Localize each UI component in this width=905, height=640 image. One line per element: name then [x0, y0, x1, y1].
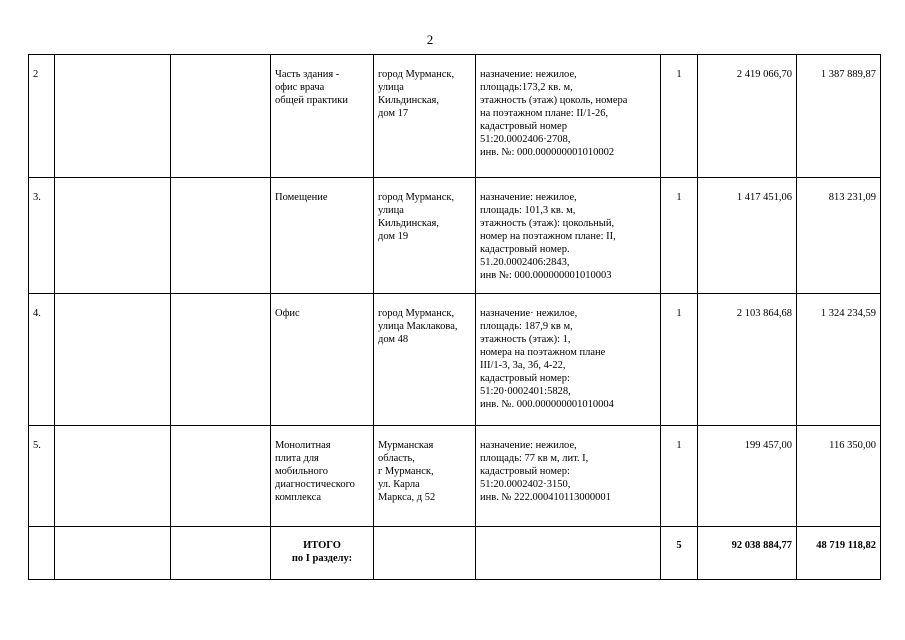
description-line: инв №: 000.000000001010003 — [480, 270, 612, 281]
description-cell — [476, 55, 661, 178]
row-number: 5. — [29, 426, 55, 527]
description-cell — [476, 294, 661, 426]
total-qty: 5 — [661, 527, 698, 580]
description-line: этажность (этаж): цокольный, — [480, 218, 615, 229]
address-line: дом 48 — [378, 334, 409, 345]
description-line: кадастровый номер — [480, 121, 567, 132]
address-line: дом 19 — [378, 231, 409, 242]
address-cell — [374, 55, 476, 178]
address-line: улица — [378, 82, 404, 93]
row-number: 3. — [29, 178, 55, 294]
description-line: этажность (этаж): 1, — [480, 334, 571, 345]
empty-cell — [55, 178, 171, 294]
description-line: 51.20.0002406:2843, — [480, 257, 570, 268]
description-line: площадь: 187,9 кв м, — [480, 321, 573, 332]
address-line: город Мурманск, — [378, 192, 455, 203]
object-name-cell — [271, 178, 374, 294]
description-line: назначение: нежилое, — [480, 440, 577, 451]
address-line: Маркса, д 52 — [378, 492, 436, 503]
object-name-line: Монолитная — [275, 440, 331, 451]
description-line: 51:20·0002401:5828, — [480, 386, 571, 397]
row-number: 2 — [29, 55, 55, 178]
total-description-cell — [476, 527, 661, 580]
description-line: на поэтажном плане: II/1-26, — [480, 108, 609, 119]
description-line: инв. № 222.000410113000001 — [480, 492, 611, 503]
address-line: ул. Карла — [378, 479, 420, 490]
description-line: 51:20.0002406·2708, — [480, 134, 571, 145]
description-line: номер на поэтажном плане: II, — [480, 231, 616, 242]
table-body — [29, 55, 881, 580]
table-row — [29, 426, 881, 527]
total-row — [29, 527, 881, 580]
description-line: кадастровый номер. — [480, 244, 570, 255]
address-line: улица — [378, 205, 404, 216]
page-number: 2 — [426, 32, 434, 47]
residual-value-cell: 1 324 234,59 — [797, 294, 881, 426]
object-name-cell — [271, 426, 374, 527]
table-row — [29, 55, 881, 178]
residual-value-cell: 116 350,00 — [797, 426, 881, 527]
description-line: кадастровый номер: — [480, 466, 570, 477]
total-address-cell — [374, 527, 476, 580]
empty-cell — [171, 426, 271, 527]
address-cell — [374, 426, 476, 527]
quantity-cell: 1 — [661, 294, 698, 426]
description-line: назначение· нежилое, — [480, 308, 578, 319]
quantity-cell: 1 — [661, 55, 698, 178]
description-line: назначение: нежилое, — [480, 192, 577, 203]
address-cell — [374, 294, 476, 426]
object-name-cell — [271, 55, 374, 178]
description-line: назначение: нежилое, — [480, 69, 577, 80]
residual-value-cell: 813 231,09 — [797, 178, 881, 294]
object-name-line: плита для — [275, 453, 319, 464]
total-label-line1: ИТОГО — [303, 540, 341, 551]
address-line: дом 17 — [378, 108, 409, 119]
total-label-cell — [271, 527, 374, 580]
quantity-cell: 1 — [661, 426, 698, 527]
description-line: 51:20.0002402·3150, — [480, 479, 571, 490]
total-residual: 48 719 118,82 — [797, 527, 881, 580]
total-cost: 92 038 884,77 — [698, 527, 797, 580]
description-line: III/1-3, 3а, 3б, 4-22, — [480, 360, 566, 371]
object-name-line: Часть здания - — [275, 69, 340, 80]
object-name-line: Офис — [275, 308, 300, 319]
address-cell — [374, 178, 476, 294]
total-empty-cell-1 — [55, 527, 171, 580]
residual-value-cell: 1 387 889,87 — [797, 55, 881, 178]
description-line: площадь: 101,3 кв. м, — [480, 205, 576, 216]
description-cell — [476, 178, 661, 294]
empty-cell — [55, 55, 171, 178]
description-line: площадь:173,2 кв. м, — [480, 82, 573, 93]
object-name-line: общей практики — [275, 95, 349, 106]
empty-cell — [171, 294, 271, 426]
description-cell — [476, 426, 661, 527]
property-registry-table — [28, 54, 881, 580]
table-row — [29, 178, 881, 294]
object-name-line: комплекса — [275, 492, 322, 503]
total-label-line2: по I разделу: — [291, 553, 353, 564]
cost-cell: 1 417 451,06 — [698, 178, 797, 294]
address-line: г Мурманск, — [378, 466, 434, 477]
description-line: номера на поэтажном плане — [480, 347, 606, 358]
quantity-cell: 1 — [661, 178, 698, 294]
total-num-cell — [29, 527, 55, 580]
cost-cell: 2 103 864,68 — [698, 294, 797, 426]
address-line: Кильдинская, — [378, 95, 439, 106]
empty-cell — [171, 55, 271, 178]
table-row — [29, 294, 881, 426]
cost-cell: 2 419 066,70 — [698, 55, 797, 178]
description-line: инв. №. 000.000000001010004 — [480, 399, 614, 410]
total-empty-cell-2 — [171, 527, 271, 580]
empty-cell — [55, 426, 171, 527]
address-line: город Мурманск, — [378, 308, 455, 319]
object-name-cell — [271, 294, 374, 426]
empty-cell — [171, 178, 271, 294]
address-line: улица Маклакова, — [378, 321, 458, 332]
description-line: инв. №: 000.000000001010002 — [480, 147, 615, 158]
address-line: город Мурманск, — [378, 69, 455, 80]
object-name-line: диагностического — [275, 479, 355, 490]
empty-cell — [55, 294, 171, 426]
address-line: Кильдинская, — [378, 218, 439, 229]
address-line: область, — [378, 453, 415, 464]
object-name-line: офис врача — [275, 82, 325, 93]
object-name-line: Помещение — [275, 192, 328, 203]
cost-cell: 199 457,00 — [698, 426, 797, 527]
description-line: площадь: 77 кв м, лит. I, — [480, 453, 589, 464]
object-name-line: мобильного — [275, 466, 329, 477]
description-line: этажность (этаж) цоколь, номера — [480, 95, 628, 106]
row-number: 4. — [29, 294, 55, 426]
address-line: Мурманская — [378, 440, 434, 451]
description-line: кадастровый номер: — [480, 373, 570, 384]
